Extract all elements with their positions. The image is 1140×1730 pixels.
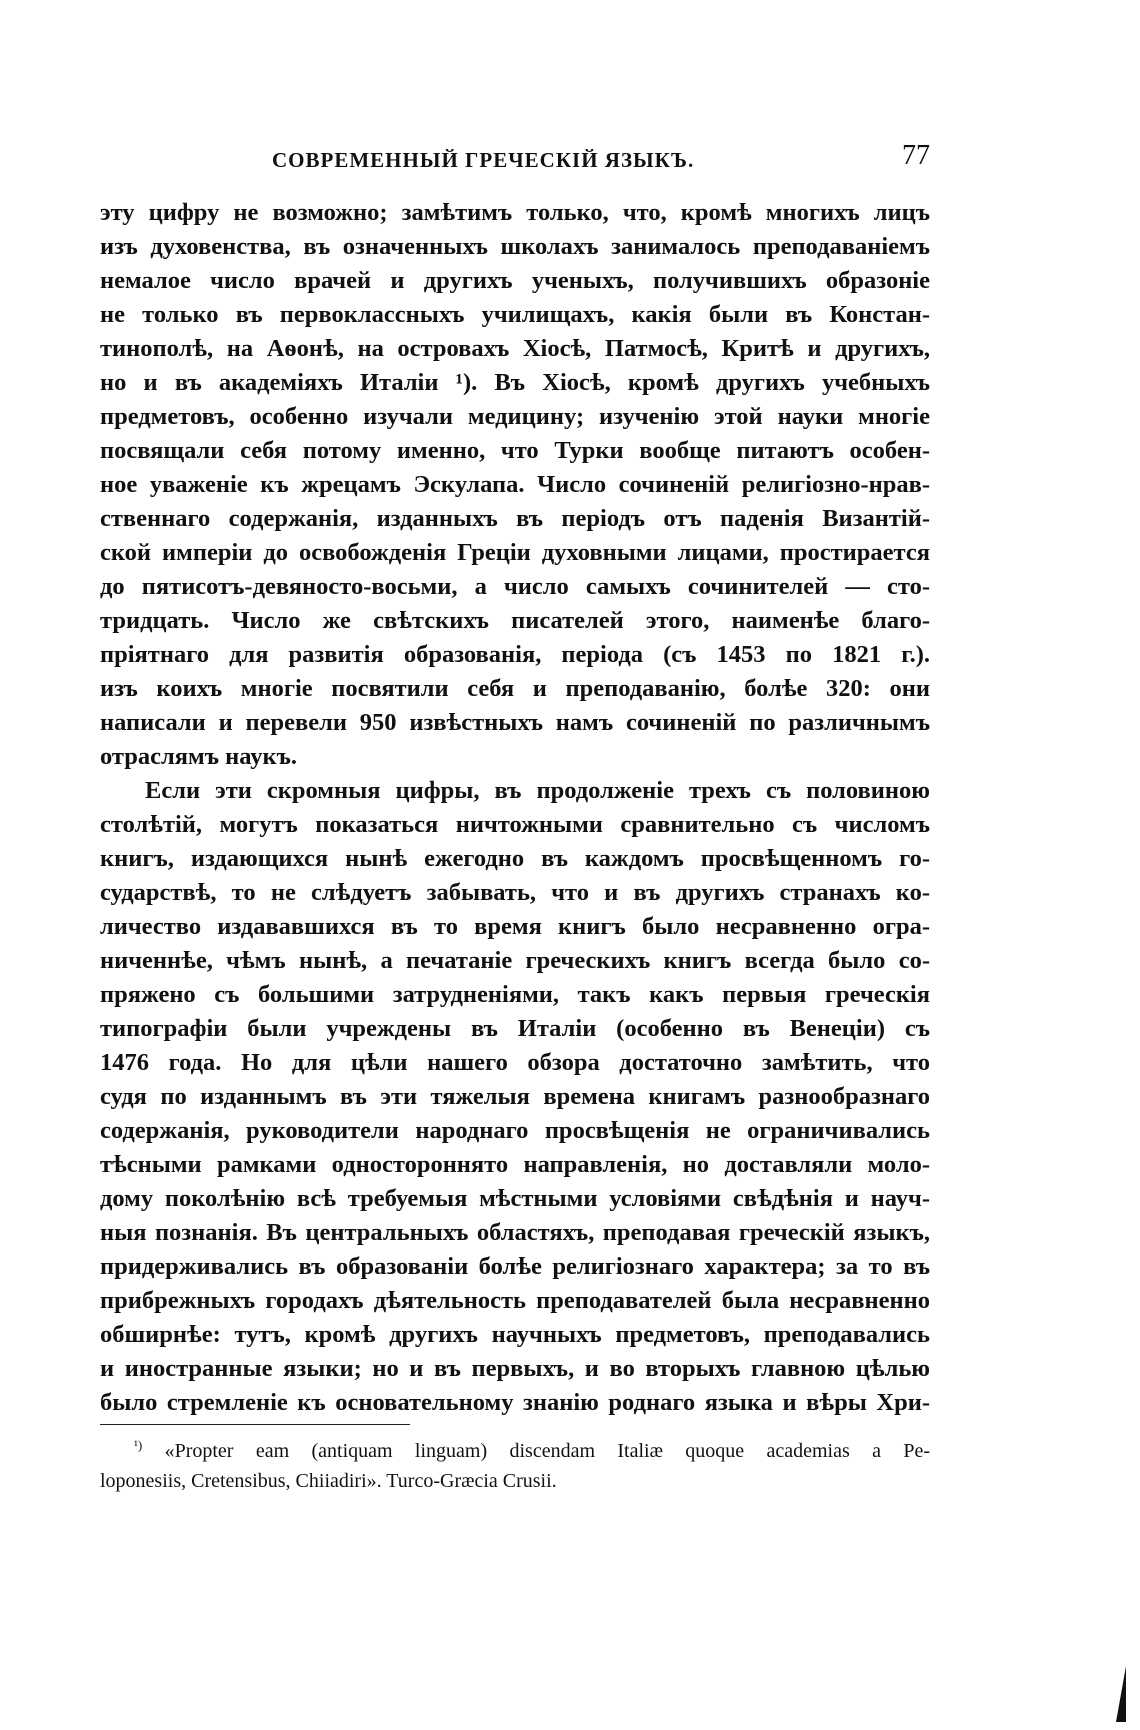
- text-line: посвящали себя потому именно, что Турки вообще питаютъ особен-: [100, 437, 930, 464]
- text-line: до пятисотъ-девяносто-восьми, а число самыхъ сочинителей — сто-: [100, 573, 930, 600]
- text-line: прибрежныхъ городахъ дѣятельность преподавателей была несравненно: [100, 1287, 930, 1314]
- text-line: ской имперіи до освобожденія Греціи духовными лицами, простирается: [100, 539, 930, 566]
- footnote-text: «Propter eam (antiquam linguam) discendam Italiæ quoque academias a Pe-: [164, 1440, 931, 1462]
- text-line: типографіи были учреждены въ Италіи (особенно въ Венеціи) съ: [100, 1015, 930, 1042]
- footnote-text: loponesiis, Cretensibus, Chiiadiri». Turco-Græcia Crusii.: [100, 1470, 557, 1492]
- text-line: книгъ, издающихся нынѣ ежегодно въ каждомъ просвѣщенномъ го-: [100, 845, 930, 872]
- text-line: изъ духовенства, въ означенныхъ школахъ занималось преподаваніемъ: [100, 233, 930, 260]
- footnote-rule: [100, 1424, 410, 1425]
- footnotes: [100, 1436, 930, 1496]
- text-line: отраслямъ наукъ.: [100, 743, 298, 770]
- text-line: ное уваженіе къ жрецамъ Эскулапа. Число сочиненій религіозно-нрав-: [100, 471, 930, 498]
- text-line: написали и перевели 950 извѣстныхъ намъ сочиненій по различнымъ: [100, 709, 930, 736]
- text-line: придерживались въ образованіи болѣе религіознаго характера; за то въ: [100, 1253, 930, 1280]
- text-line: тѣсными рамками одностороннято направленія, но доставляли моло-: [100, 1151, 930, 1178]
- text-line: эту цифру не возможно; замѣтимъ только, что, кромѣ многихъ лицъ: [100, 199, 930, 226]
- text-line: изъ коихъ многіе посвятили себя и преподаванію, болѣе 320: они: [100, 675, 930, 702]
- text-line: дому поколѣнію всѣ требуемыя мѣстными условіями свѣдѣнія и науч-: [100, 1185, 930, 1212]
- text-line: пріятнаго для развитія образованія, періода (съ 1453 по 1821 г.).: [100, 641, 930, 668]
- paragraph-2: [100, 774, 930, 1420]
- text-line: 1476 года. Но для цѣли нашего обзора достаточно замѣтить, что: [100, 1049, 930, 1076]
- running-title: СОВРЕМЕННЫЙ ГРЕЧЕСКІЙ ЯЗЫКЪ.: [272, 148, 695, 172]
- footnote-marker: ¹): [134, 1437, 143, 1453]
- page-number: 77: [902, 140, 930, 171]
- text-line: тридцать. Число же свѣтскихъ писателей этого, наименѣе благо-: [100, 607, 930, 634]
- text-line: ныя познанія. Въ центральныхъ областяхъ, преподавая греческій языкъ,: [100, 1219, 930, 1246]
- running-head: [250, 140, 930, 180]
- text-line: но и въ академіяхъ Италіи ¹). Въ Хіосѣ, кромѣ другихъ учебныхъ: [100, 369, 930, 396]
- text-line: тинополѣ, на Аѳонѣ, на островахъ Хіосѣ, Патмосѣ, Критѣ и другихъ,: [100, 335, 930, 362]
- text-line: было стремленіе къ основательному знанію роднаго языка и вѣры Хри-: [100, 1389, 930, 1416]
- text-line: ниченнѣе, чѣмъ нынѣ, а печатаніе греческихъ книгъ всегда было со-: [100, 947, 930, 974]
- text-line: Если эти скромныя цифры, въ продолженіе трехъ съ половиною: [145, 777, 930, 804]
- text-line: обширнѣе: тутъ, кромѣ другихъ научныхъ предметовъ, преподавались: [100, 1321, 930, 1348]
- text-line: пряжено съ большими затрудненіями, такъ какъ первыя греческія: [100, 981, 930, 1008]
- text-line: ственнаго содержанія, изданныхъ въ періодъ отъ паденія Византій-: [100, 505, 930, 532]
- text-line: содержанія, руководители народнаго просвѣщенія не ограничивались: [100, 1117, 930, 1144]
- text-line: немалое число врачей и другихъ ученыхъ, получившихъ образоніе: [100, 267, 930, 294]
- text-line: и иностранные языки; но и въ первыхъ, и во вторыхъ главною цѣлью: [100, 1355, 930, 1382]
- text-line: не только въ первоклассныхъ училищахъ, какія были въ Констан-: [100, 301, 930, 328]
- text-line: личество издававшихся въ то время книгъ было несравненно огра-: [100, 913, 930, 940]
- paragraph-1: [100, 196, 930, 774]
- body-text: [100, 196, 930, 1420]
- ink-mark: [1116, 1666, 1126, 1722]
- text-line: судя по изданнымъ въ эти тяжелыя времена книгамъ разнообразнаго: [100, 1083, 930, 1110]
- footnote-line: [100, 1466, 930, 1496]
- text-line: сударствѣ, то не слѣдуетъ забывать, что и въ другихъ странахъ ко-: [100, 879, 930, 906]
- text-line: предметовъ, особенно изучали медицину; изученію этой науки многіе: [100, 403, 930, 430]
- text-line: столѣтій, могутъ показаться ничтожными сравнительно съ числомъ: [100, 811, 930, 838]
- footnote-line: [100, 1436, 930, 1466]
